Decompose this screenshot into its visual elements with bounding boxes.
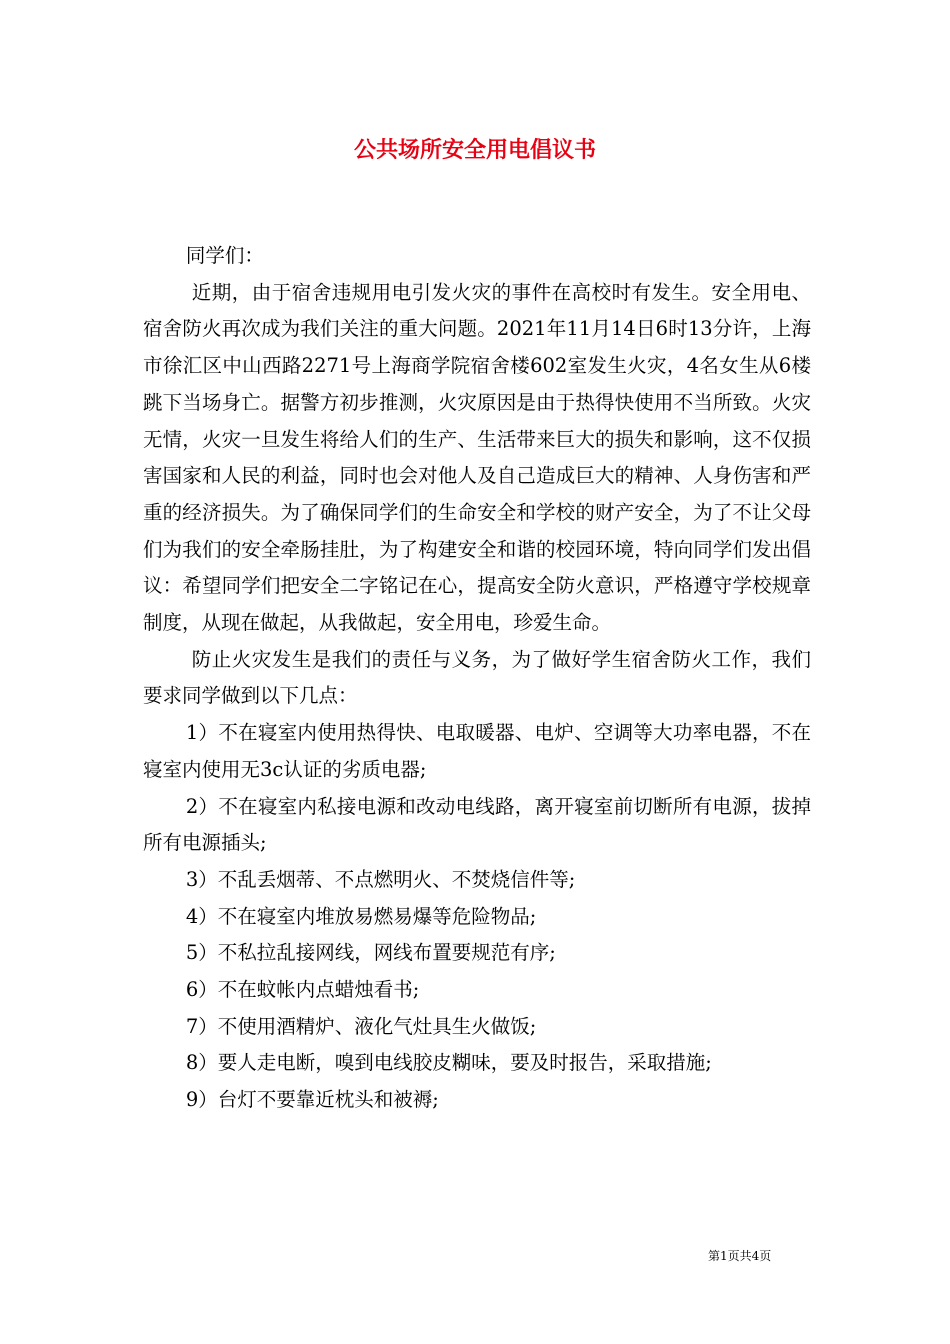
list-item: 4）不在寝室内堆放易燃易爆等危险物品;: [185, 904, 537, 928]
list-item: 3）不乱丢烟蒂、不点燃明火、不焚烧信件等;: [185, 867, 576, 891]
list-item: 8）要人走电断，嗅到电线胶皮糊味，要及时报告，采取措施;: [185, 1051, 712, 1075]
list-item: 1）不在寝室内使用热得快、电取暖器、电炉、空调等大功率电器，不在寝室内使用无3c认证的劣质电器;: [143, 721, 811, 781]
page-number: 第1页共4页: [708, 1249, 772, 1263]
list-item: 9）台灯不要靠近枕头和被褥;: [185, 1088, 439, 1112]
list-item: 7）不使用酒精炉、液化气灶具生火做饭;: [185, 1014, 537, 1038]
list-item: 5）不私拉乱接网线，网线布置要规范有序;: [185, 941, 556, 965]
greeting: 同学们：: [185, 244, 264, 267]
document-title: 公共场所安全用电倡议书: [353, 138, 596, 163]
paragraph-requirements: 防止火灾发生是我们的责任与义务，为了做好学生宿舍防火工作，我们要求同学做到以下几点：: [143, 647, 811, 708]
list-item: 6）不在蚊帐内点蜡烛看书;: [185, 978, 420, 1002]
paragraph-intro: 近期，由于宿舍违规用电引发火灾的事件在高校时有发生。安全用电、宿舍防火再次成为我们关注的重大问题。2021年11月14日6时13分许，上海市徐汇区中山西路2271号上海商学院宿舍楼602室发生火灾，4名女生从6楼跳下当场身亡。据警方初步推测，火灾原因是由于热得快使用不当所致。火灾无情，火灾一旦发生将给人们的生产、生活带来巨大的损失和影响，这不仅损害国家和人民的利益，同时也会对他人及自己造成巨大的精神、人身伤害和严重的经济损失。为了确保同学们的生命安全和学校的财产安全，为了不让父母们为我们的安全牵肠挂肚，为了构建安全和谐的校园环境，特向同学们发出倡议：希望同学们把安全二字铭记在心，提高安全防火意识，严格遵守学校规章制度，从现在做起，从我做起，安全用电，珍爱生命。: [143, 280, 811, 635]
document-body: [143, 238, 811, 1119]
list-item: 2）不在寝室内私接电源和改动电线路，离开寝室前切断所有电源，拔掉所有电源插头;: [143, 794, 811, 855]
